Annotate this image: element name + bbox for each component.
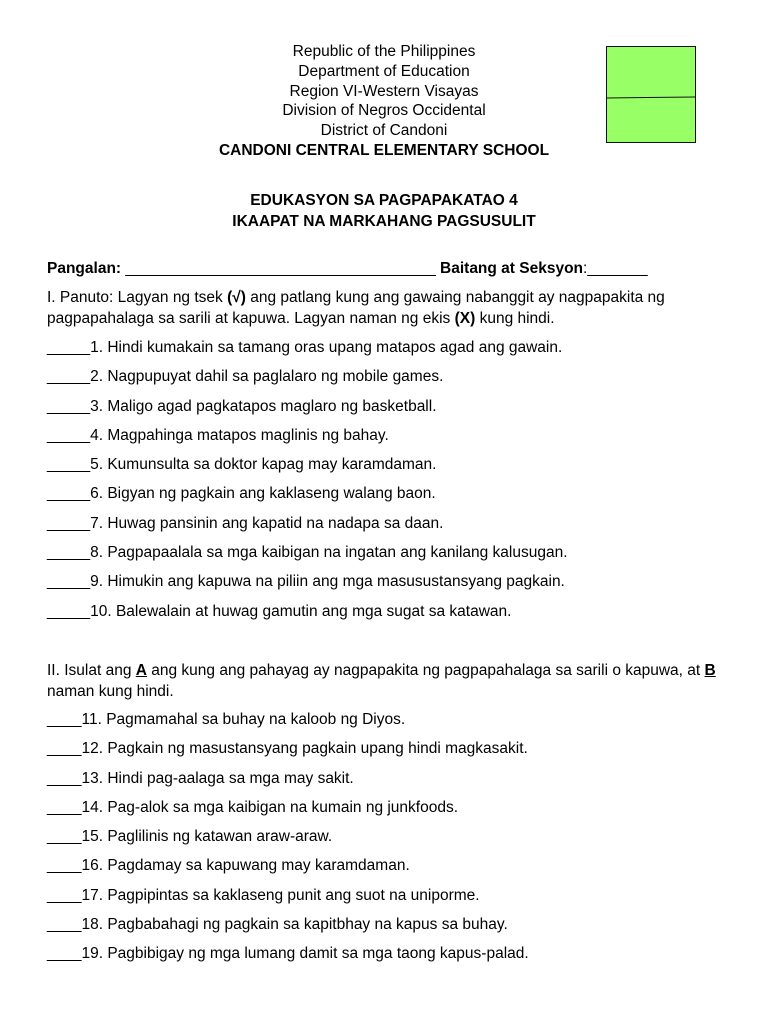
- question-item: [47, 397, 737, 426]
- answer-blank[interactable]: ____: [47, 828, 82, 846]
- question-item: [47, 798, 737, 827]
- answer-blank[interactable]: ____: [47, 886, 82, 904]
- answer-blank[interactable]: ____: [47, 916, 82, 934]
- question-text: 19. Pagbibigay ng mga lumang damit sa mga taong kapus-palad.: [81, 945, 529, 963]
- grade-section-label: Baitang at Seksyon: [440, 260, 584, 277]
- answer-blank[interactable]: _____: [47, 426, 91, 444]
- answer-a-symbol: A: [135, 662, 147, 679]
- part2-text-b: ang kung ang pahayag ay nagpapakita ng pagpapahalaga sa sarili o kapuwa, at: [146, 662, 705, 679]
- part1-text-a: I. Panuto: Lagyan ng tsek: [47, 289, 228, 306]
- question-item: [47, 572, 737, 601]
- question-item: [47, 769, 737, 798]
- question-text: 8. Pagpapaalala sa mga kaibigan na ingatan ang kanilang kalusugan.: [90, 544, 568, 562]
- score-box-divider: [607, 97, 695, 99]
- header-republic: Republic of the Philippines: [292, 43, 476, 60]
- question-text: 6. Bigyan ng pagkain ang kaklaseng walang baon.: [90, 485, 436, 503]
- question-text: 10. Balewalain at huwag gamutin ang mga sugat sa katawan.: [90, 602, 512, 620]
- question-item: [47, 426, 737, 455]
- question-item: [47, 827, 737, 856]
- question-text: 16. Pagdamay sa kapuwang may karamdaman.: [81, 857, 410, 875]
- answer-blank[interactable]: ____: [47, 857, 82, 875]
- part2-instructions: [47, 660, 737, 702]
- answer-blank[interactable]: ____: [47, 711, 82, 728]
- question-text: 18. Pagbabahagi ng pagkain sa kapitbhay na kapus sa buhay.: [81, 916, 508, 934]
- grade-section-blank[interactable]: :_______: [583, 260, 648, 277]
- question-text: 13. Hindi pag-aalaga sa mga may sakit.: [81, 769, 354, 787]
- question-item: [47, 944, 737, 973]
- student-info-line: [47, 260, 737, 278]
- question-text: 7. Huwag pansinin ang kapatid na nadapa sa daan.: [90, 514, 444, 532]
- school-name: CANDONI CENTRAL ELEMENTARY SCHOOL: [218, 141, 550, 159]
- question-item: [47, 514, 737, 543]
- header-district: District of Candoni: [320, 122, 448, 140]
- x-mark-symbol: (X): [454, 310, 476, 327]
- name-blank[interactable]: ____________________________________: [121, 260, 441, 277]
- part1-text-b: ang patlang kung ang gawaing nabanggit ay nagpapakita ng pagpapahalaga sa sarili at kapuwa. Lagyan naman ng ekis: [47, 289, 665, 327]
- header-division: Division of Negros Occidental: [282, 102, 486, 120]
- score-box: [606, 46, 696, 143]
- header-region: Region VI-Western Visayas: [289, 82, 479, 100]
- answer-blank[interactable]: ____: [47, 798, 82, 816]
- question-item: [47, 602, 737, 631]
- question-item: [47, 543, 737, 572]
- part2-text-a: II. Isulat ang: [47, 662, 136, 679]
- question-text: 12. Pagkain ng masustansyang pagkain upang hindi magkasakit.: [81, 740, 528, 758]
- question-item: [47, 856, 737, 885]
- question-text: 5. Kumunsulta sa doktor kapag may karamdaman.: [90, 456, 437, 474]
- question-text: 14. Pag-alok sa mga kaibigan na kumain ng junkfoods.: [81, 798, 459, 816]
- part2-text-c: naman kung hindi.: [47, 683, 174, 700]
- question-text: 3. Maligo agad pagkatapos maglaro ng basketball.: [90, 397, 437, 415]
- part2-item-list: [47, 710, 737, 974]
- question-item: [47, 484, 737, 513]
- answer-blank[interactable]: _____: [47, 602, 91, 620]
- question-text: 1. Hindi kumakain sa tamang oras upang matapos agad ang gawain.: [90, 339, 563, 356]
- answer-blank[interactable]: _____: [47, 339, 91, 356]
- part1-instructions: [47, 287, 737, 329]
- question-text: 4. Magpahinga matapos maglinis ng bahay.: [90, 426, 389, 444]
- question-item: [47, 739, 737, 768]
- answer-blank[interactable]: ____: [47, 769, 82, 787]
- answer-blank[interactable]: _____: [47, 456, 91, 474]
- question-item: [47, 455, 737, 484]
- question-text: 2. Nagpupuyat dahil sa paglalaro ng mobile games.: [90, 368, 444, 386]
- header-department: Department of Education: [298, 62, 470, 80]
- part1-text-c: kung hindi.: [475, 310, 555, 327]
- question-item: [47, 886, 737, 915]
- part1-item-list: [47, 338, 737, 631]
- answer-blank[interactable]: ____: [47, 945, 82, 963]
- question-item: [47, 710, 737, 739]
- subject-title: EDUKASYON SA PAGPAPAKATAO 4: [250, 192, 518, 209]
- question-text: 9. Himukin ang kapuwa na piliin ang mga masusustansyang pagkain.: [90, 573, 565, 591]
- question-item: [47, 915, 737, 944]
- answer-b-symbol: B: [704, 662, 716, 679]
- question-item: [47, 338, 737, 367]
- answer-blank[interactable]: _____: [47, 485, 91, 503]
- question-item: [47, 367, 737, 396]
- answer-blank[interactable]: _____: [47, 514, 91, 532]
- answer-blank[interactable]: _____: [47, 573, 91, 591]
- question-text: 15. Paglilinis ng katawan araw-araw.: [81, 828, 333, 846]
- answer-blank[interactable]: _____: [47, 397, 91, 415]
- question-text: 17. Pagpipintas sa kaklaseng punit ang suot na uniporme.: [81, 886, 480, 904]
- check-mark-symbol: (√): [227, 289, 246, 306]
- answer-blank[interactable]: _____: [47, 368, 91, 386]
- answer-blank[interactable]: _____: [47, 544, 91, 562]
- answer-blank[interactable]: ____: [47, 740, 82, 758]
- name-label: Pangalan:: [47, 260, 122, 277]
- exam-titles: [0, 190, 768, 232]
- question-text: 11. Pagmamahal sa buhay na kaloob ng Diyos.: [81, 711, 406, 728]
- exam-title: IKAAPAT NA MARKAHANG PAGSUSULIT: [232, 213, 536, 230]
